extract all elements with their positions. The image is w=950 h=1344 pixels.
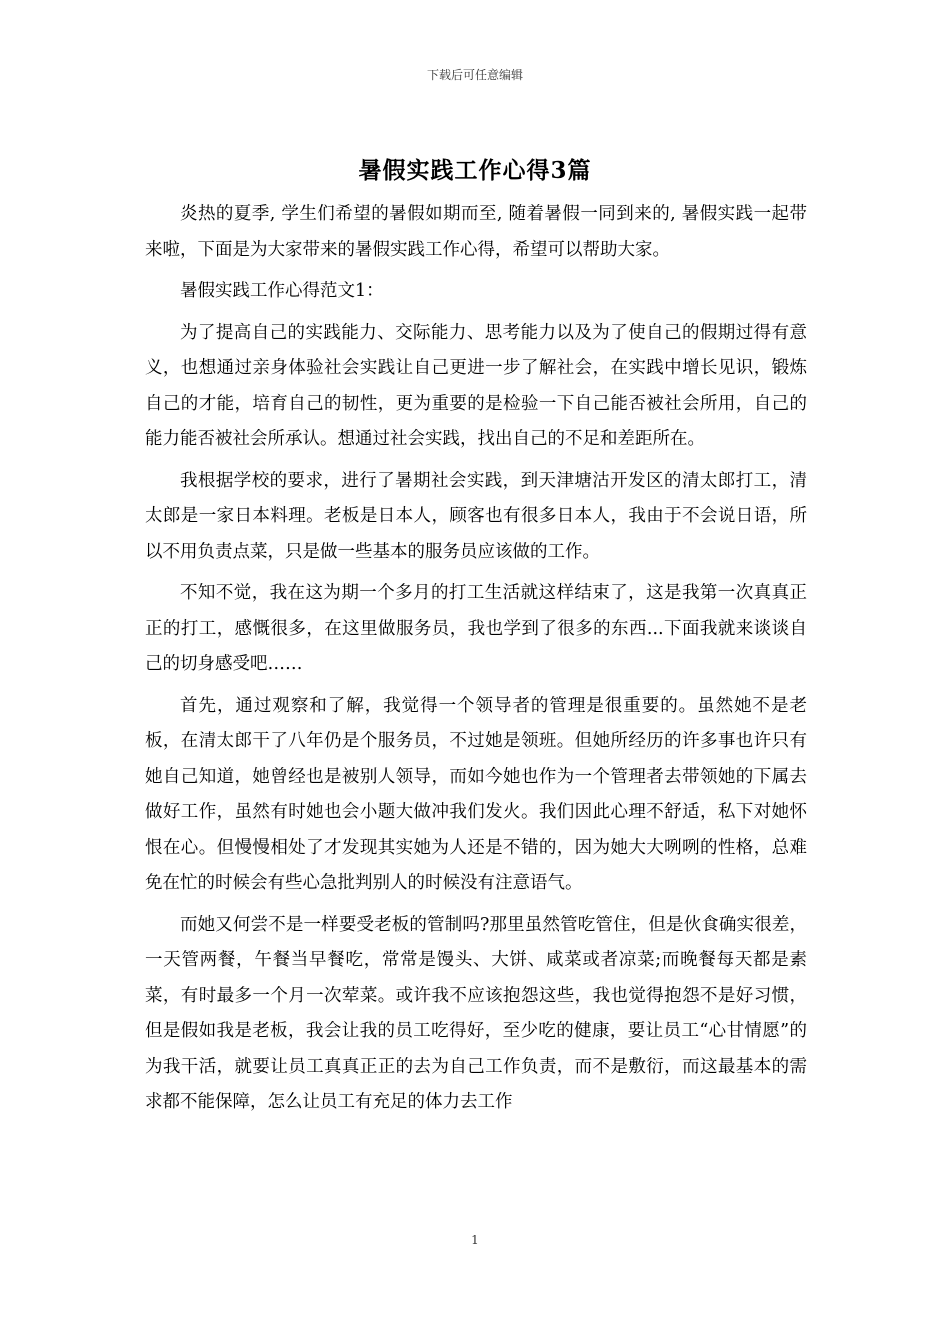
- document-title: 暑假实践工作心得3篇: [358, 157, 592, 184]
- paragraph: 我根据学校的要求，进行了暑期社会实践，到天津塘沽开发区的清太郎打工，清太郎是一家日本料理。老板是日本人，顾客也有很多日本人，我由于不会说日语，所以不用负责点菜，只是做一些基本的服务员应该做的工作。: [145, 470, 807, 562]
- paragraph: 首先，通过观察和了解，我觉得一个领导者的管理是很重要的。虽然她不是老板，在清太郎干了八年仍是个服务员，不过她是领班。但她所经历的许多事也许只有她自己知道，她曾经也是被别人领导，而如今她也作为一个管理者去带领她的下属去做好工作，虽然有时她也会小题大做冲我们发火。我们因此心理不舒适，私下对她怀恨在心。但慢慢相处了才发现其实她为人还是不错的，因为她大大咧咧的性格，总难免在忙的时候会有些心急批判别人的时候没有注意语气。: [145, 695, 807, 893]
- paragraph: 不知不觉，我在这为期一个多月的打工生活就这样结束了，这是我第一次真真正正的打工，感慨很多，在这里做服务员，我也学到了很多的东西...下面我就来谈谈自己的切身感受吧……: [145, 583, 807, 674]
- paragraph-intro: 炎热的夏季, 学生们希望的暑假如期而至, 随着暑假一同到来的, 暑假实践一起带来啦，下面是为大家带来的暑假实践工作心得，希望可以帮助大家。: [145, 204, 807, 260]
- paragraph-sample-heading: 暑假实践工作心得范文1：: [180, 281, 384, 301]
- paragraph: 为了提高自己的实践能力、交际能力、思考能力以及为了使自己的假期过得有意义，也想通过亲身体验社会实践让自己更进一步了解社会，在实践中增长见识，锻炼自己的才能，培育自己的韧性，更为重要的是检验一下自己能否被社会所用，自己的能力能否被社会所承认。想通过社会实践，找出自己的不足和差距所在。: [145, 322, 807, 449]
- document-body: [145, 197, 807, 1127]
- page-number: 1: [471, 1233, 479, 1247]
- page-header: 下载后可任意编辑: [426, 68, 523, 82]
- paragraph: 而她又何尝不是一样要受老板的管制吗?那里虽然管吃管住，但是伙食确实很差，一天管两餐，午餐当早餐吃，常常是馒头、大饼、咸菜或者凉菜;而晚餐每天都是素菜，有时最多一个月一次荤菜。或许我不应该抱怨这些，我也觉得抱怨不是好习惯，但是假如我是老板，我会让我的员工吃得好，至少吃的健康，要让员工“心甘情愿”的为我干活，就要让员工真真正正的去为自己工作负责，而不是敷衍，而这最基本的需求都不能保障，怎么让员工有充足的体力去工作: [145, 914, 807, 1112]
